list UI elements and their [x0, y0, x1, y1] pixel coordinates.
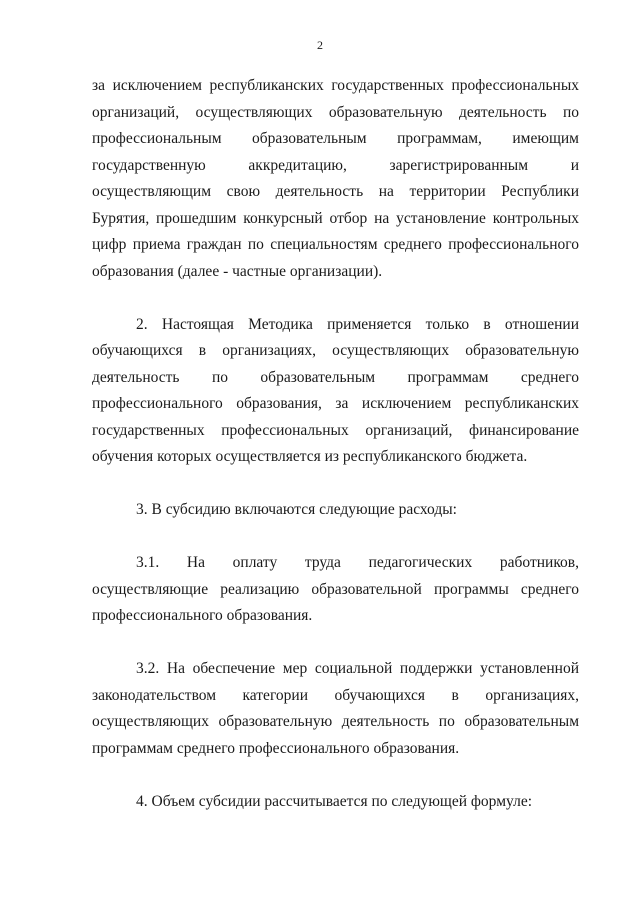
paragraph-item-3-2: 3.2. На обеспечение мер социальной поддержки установленной законодательством категории обучающихся в организациях, осуществляющих образовательную деятельность по образовательным программам среднего профессионального образования. [92, 660, 579, 757]
paragraph-item-3-1: 3.1. На оплату труда педагогических работников, осуществляющие реализацию образовательной программы среднего профессионального образования. [92, 554, 579, 624]
page-number: 2 [317, 38, 323, 52]
paragraph-item-3: 3. В субсидию включаются следующие расходы: [136, 501, 457, 518]
document-body [92, 73, 579, 815]
paragraph-continuation: за исключением республиканских государственных профессиональных организаций, осуществляющих образовательную деятельность по профессиональным образовательным программам, имеющим государственную аккредитацию, зарегистрированным и осуществляющим свою деятельность на территории Республики Бурятия, прошедшим конкурсный отбор на установление контрольных цифр приема граждан по специальностям среднего профессионального образования (далее - частные организации). [92, 77, 579, 280]
paragraph-item-4: 4. Объем субсидии рассчитывается по следующей формуле: [136, 792, 532, 810]
paragraph-item-2: 2. Настоящая Методика применяется только в отношении обучающихся в организациях, осуществляющих образовательную деятельность по образовательным программам среднего профессионального образования, за исключением республиканских государственных профессиональных организаций, финансирование обучения которых осуществляется из республиканского бюджета. [92, 315, 579, 465]
